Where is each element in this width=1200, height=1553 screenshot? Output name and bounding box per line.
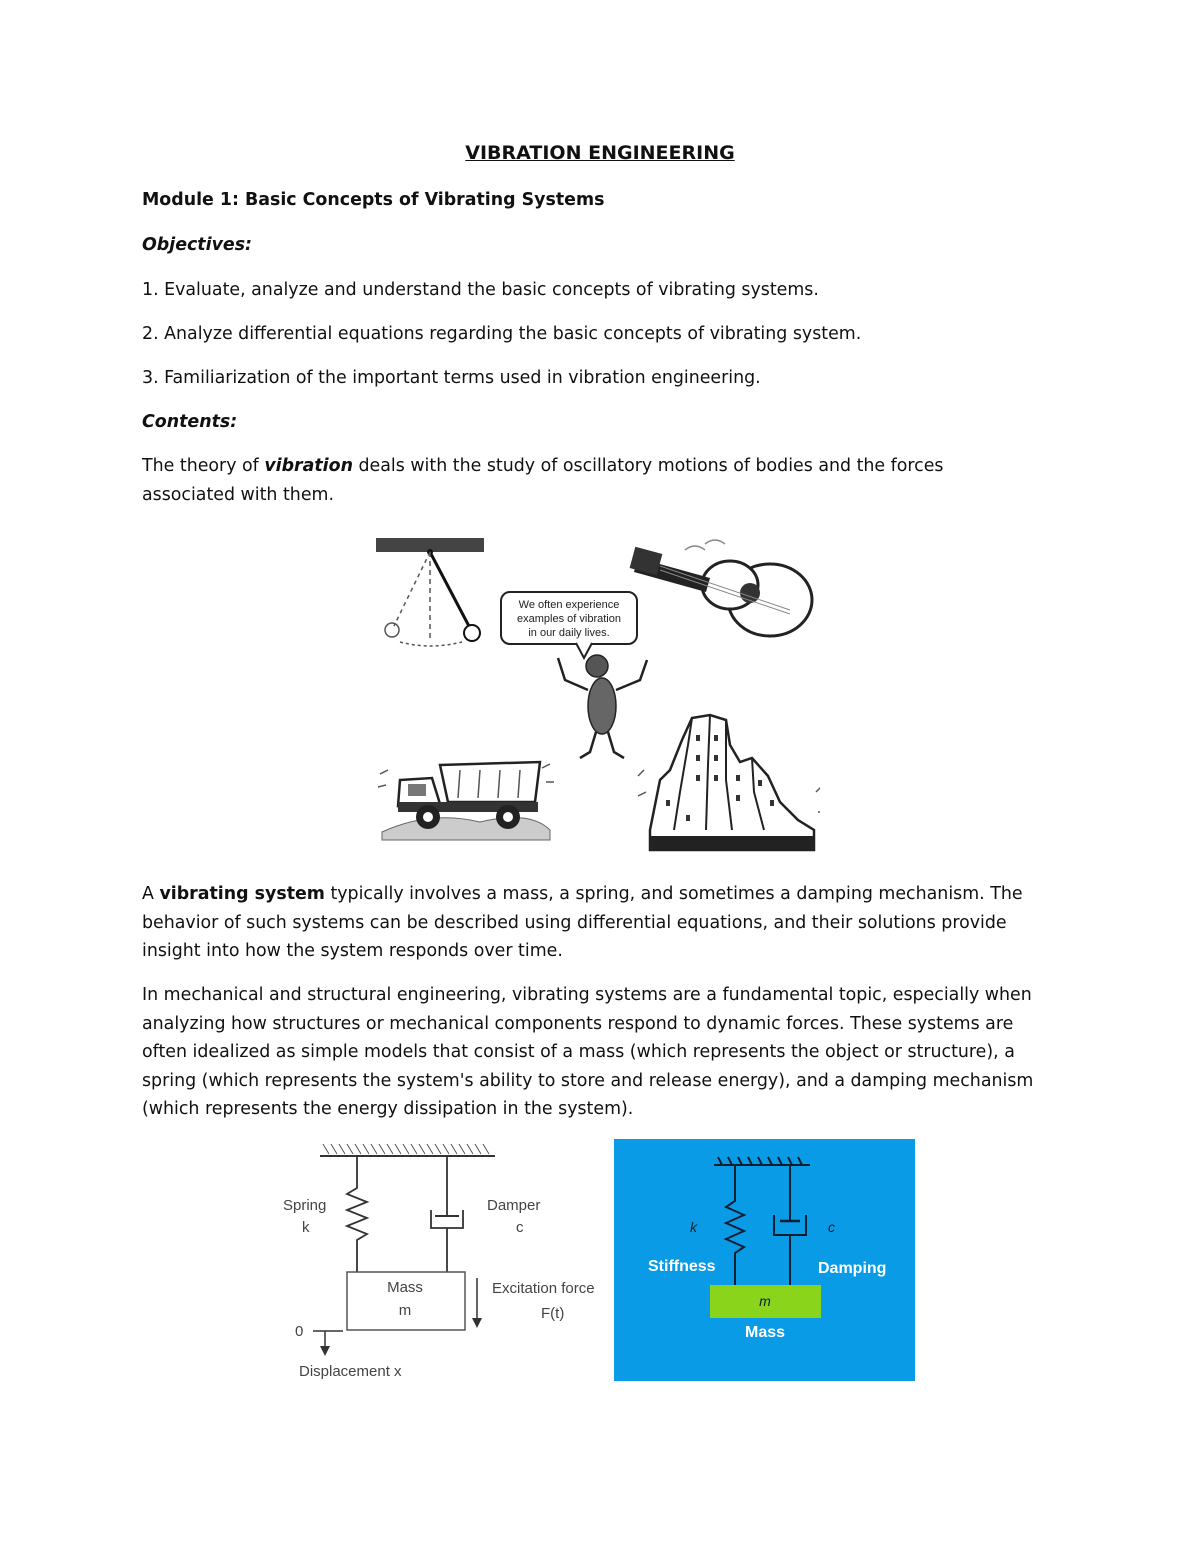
stiffness-label: Stiffness <box>648 1258 716 1275</box>
intro-text: The theory of <box>142 456 265 476</box>
buildings-icon <box>638 715 820 850</box>
objective-item: 1. Evaluate, analyze and understand the basic concepts of vibrating systems. <box>142 280 819 300</box>
excitation-arrow <box>472 1278 482 1328</box>
mass-label: Mass <box>744 1324 786 1341</box>
stiffness-damping-diagram <box>614 1139 915 1381</box>
intro-text: deals with the study of oscillatory motions of bodies and the forces associated with them. <box>142 456 944 505</box>
module-heading: Module 1: Basic Concepts of Vibrating Systems <box>142 190 605 210</box>
origin-label: 0 <box>295 1323 304 1340</box>
vibration-examples-illustration <box>370 530 820 855</box>
truck-icon <box>378 762 554 840</box>
objectives-heading: Objectives: <box>142 235 253 255</box>
spring-mass-damper-diagram <box>275 1138 610 1388</box>
intro-term: vibration <box>264 456 353 476</box>
displacement-label: Displacement x <box>299 1363 402 1380</box>
displacement-arrow <box>313 1331 343 1356</box>
document-title: VIBRATION ENGINEERING <box>465 142 735 164</box>
contents-heading: Contents: <box>142 412 238 432</box>
pendulum-icon <box>376 538 484 646</box>
damper-element <box>431 1156 463 1272</box>
excitation-force-label: Excitation force <box>492 1280 595 1297</box>
damping-label: Damping <box>818 1260 887 1277</box>
paragraph-text: typically involves a mass, a spring, and sometimes a damping mechanism. The behavior of such systems can be described using differential equations, and their solutions provide insight into how the system responds over time. <box>142 884 1023 961</box>
mass-label: Mass <box>387 1279 423 1296</box>
person-figure <box>558 655 647 758</box>
bubble-line: examples of vibration <box>517 613 621 625</box>
vibrating-system-term: vibrating system <box>159 884 325 904</box>
force-symbol: F(t) <box>541 1305 565 1322</box>
mass-symbol: m <box>398 1302 412 1319</box>
guitar-icon <box>630 540 812 636</box>
paragraph-text: A <box>142 884 160 904</box>
stiffness-symbol: k <box>690 1219 697 1235</box>
speech-bubble <box>501 592 637 658</box>
spring-label: Spring <box>283 1197 327 1214</box>
spring-element <box>347 1156 367 1272</box>
vibrating-system-paragraph <box>142 880 1062 966</box>
damping-symbol: c <box>828 1219 835 1235</box>
spring-constant-label: k <box>302 1219 310 1236</box>
objective-item: 2. Analyze differential equations regarding the basic concepts of vibrating system. <box>142 324 862 344</box>
mechanical-engineering-paragraph: In mechanical and structural engineering, vibrating systems are a fundamental topic, especially when analyzing how structures or mechanical components respond to dynamic forces. These systems are often idealized as simple models that consist of a mass (which represents the object or structure), a spring (which represents the system's ability to store and release energy), and a damping mechanism (which represents the energy dissipation in the system). <box>142 985 1034 1119</box>
objective-item: 3. Familiarization of the important terms used in vibration engineering. <box>142 368 761 388</box>
mass-symbol: m <box>759 1293 771 1309</box>
fixed-support <box>320 1144 495 1156</box>
intro-paragraph <box>142 452 1022 509</box>
damper-label: Damper <box>487 1197 541 1214</box>
damping-constant-label: c <box>516 1219 524 1236</box>
bubble-line: We often experience <box>518 599 620 611</box>
bubble-line: in our daily lives. <box>528 627 610 639</box>
